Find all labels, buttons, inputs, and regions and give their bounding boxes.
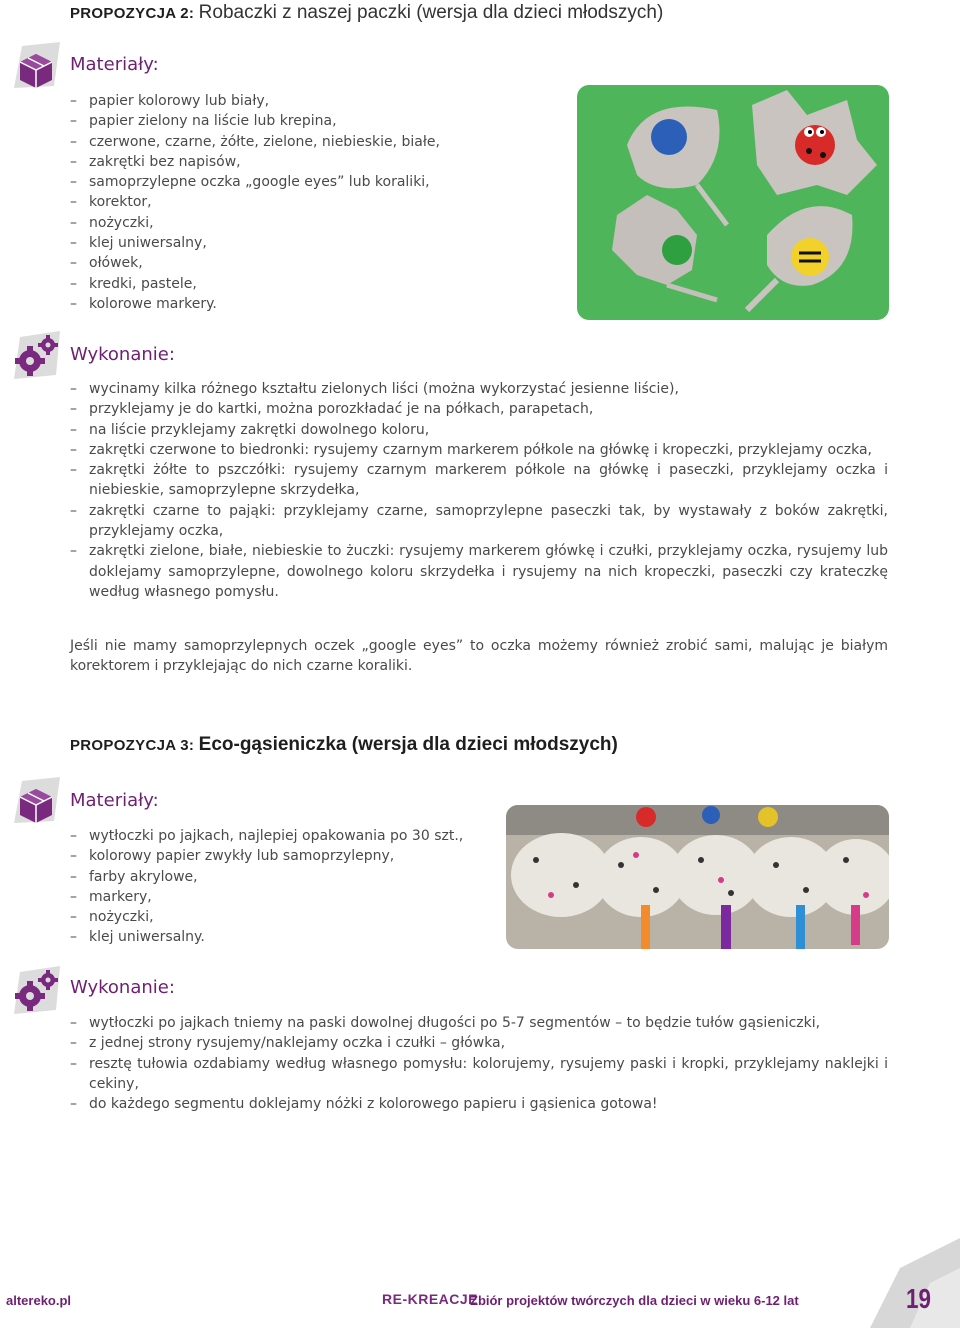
gears-icon: [8, 962, 64, 1018]
list-item: – do każdego segmentu doklejamy nóżki z kolorowego papieru i gąsienica gotowa!: [70, 1094, 888, 1114]
list-item: – wycinamy kilka różnego kształtu zielonych liści (można wykorzystać jesienne liście),: [70, 379, 888, 399]
list-item: – markery,: [70, 887, 500, 907]
section3-heading: [70, 734, 618, 756]
box-icon: [8, 773, 64, 829]
list-item: – samoprzylepne oczka „google eyes” lub koraliki,: [70, 172, 550, 192]
section3-label: PROPOZYCJA 3:: [70, 737, 195, 754]
list-item: – zakrętki żółte to pszczółki: rysujemy czarnym markerem półkole na główkę i paseczki, przyklejamy oczka i niebieskie, samoprzylepne skrzydełka,: [70, 460, 888, 501]
list-item: – klej uniwersalny,: [70, 233, 550, 253]
footer-site-link[interactable]: altereko.pl: [6, 1293, 72, 1308]
page-number: 19: [906, 1283, 931, 1314]
section3-materials-list: [70, 826, 500, 948]
list-item: – ołówek,: [70, 253, 550, 273]
list-item: – papier kolorowy lub biały,: [70, 91, 550, 111]
section3-steps-heading: Wykonanie:: [70, 977, 175, 998]
list-item: – wytłoczki po jajkach tniemy na paski dowolnej długości po 5-7 segmentów – to będzie tułów gąsieniczki,: [70, 1013, 888, 1033]
gears-icon: [8, 327, 64, 383]
section2-title: Robaczki z naszej paczki (wersja dla dzieci młodszych): [198, 2, 664, 23]
list-item: – zakrętki zielone, białe, niebieskie to żuczki: rysujemy markerem główkę i czułki, przyklejamy oczka, rysujemy lub doklejamy samoprzylepne, dowolnego koloru skrzydełka i rysujemy na nich kropeczki, paseczki czy krateczkę według własnego pomysłu.: [70, 541, 888, 602]
footer-subtitle: Zbiór projektów twórczych dla dzieci w wieku 6-12 lat: [470, 1293, 799, 1308]
list-item: – zakrętki czarne to pająki: przyklejamy czarne, samoprzylepne paseczki tak, by wystawały z boków zakrętki, przyklejamy oczka,: [70, 501, 888, 542]
section2-label: PROPOZYCJA 2:: [70, 5, 195, 22]
list-item: – klej uniwersalny.: [70, 927, 500, 947]
bugs-photo: [577, 85, 889, 320]
list-item: – resztę tułowia ozdabiamy według własnego pomysłu: kolorujemy, rysujemy paski i kropki, przyklejamy naklejki i cekiny,: [70, 1054, 888, 1095]
box-icon: [8, 38, 64, 94]
section3-title: Eco-gąsieniczka (wersja dla dzieci młodszych): [198, 734, 618, 755]
section2-steps-heading: Wykonanie:: [70, 344, 175, 365]
list-item: – papier zielony na liście lub krepina,: [70, 111, 550, 131]
footer-brand: RE-KREACJE: [382, 1291, 479, 1307]
section2-materials-heading: Materiały:: [70, 54, 159, 75]
list-item: – kredki, pastele,: [70, 274, 550, 294]
list-item: – na liście przyklejamy zakrętki dowolnego koloru,: [70, 420, 888, 440]
list-item: – przyklejamy je do kartki, można porozkładać je na półkach, parapetach,: [70, 399, 888, 419]
list-item: – wytłoczki po jajkach, najlepiej opakowania po 30 szt.,: [70, 826, 500, 846]
section3-materials-heading: Materiały:: [70, 790, 159, 811]
caterpillar-photo: [506, 805, 889, 949]
list-item: – z jednej strony rysujemy/naklejamy oczka i czułki – główka,: [70, 1033, 888, 1053]
section2-steps-list: [70, 379, 888, 602]
list-item: – zakrętki czerwone to biedronki: rysujemy czarnym markerem półkole na główkę i kropeczki, przyklejamy oczka,: [70, 440, 888, 460]
list-item: – kolorowy papier zwykły lub samoprzylepny,: [70, 846, 500, 866]
list-item: – kolorowe markery.: [70, 294, 550, 314]
list-item: – korektor,: [70, 192, 550, 212]
section2-heading: [70, 2, 663, 24]
list-item: – czerwone, czarne, żółte, zielone, niebieskie, białe,: [70, 132, 550, 152]
list-item: – nożyczki,: [70, 213, 550, 233]
page-corner-decoration: [840, 1238, 960, 1328]
list-item: – farby akrylowe,: [70, 867, 500, 887]
list-item: – zakrętki bez napisów,: [70, 152, 550, 172]
section3-steps-list: [70, 1013, 888, 1114]
section2-materials-list: [70, 91, 550, 314]
section2-note: Jeśli nie mamy samoprzylepnych oczek „google eyes” to oczka możemy również zrobić sami, malując je białym korektorem i przyklejając do nich czarne koraliki.: [70, 638, 888, 675]
list-item: – nożyczki,: [70, 907, 500, 927]
